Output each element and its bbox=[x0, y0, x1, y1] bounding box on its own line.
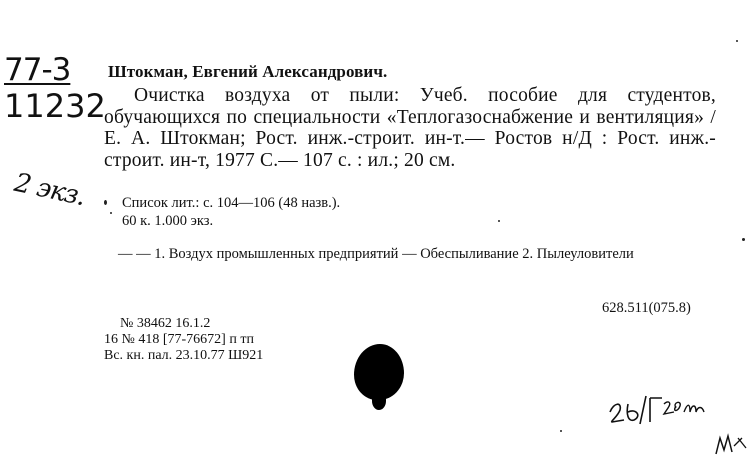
subject-headings: — — 1. Воздух промышленных предприятий — Обеспыливание 2. Пылеуловители bbox=[118, 246, 634, 262]
author-heading: Штокман, Евгений Александрович. bbox=[108, 62, 388, 81]
print-line-3: Вс. кн. пал. 23.10.77 Ш921 bbox=[104, 348, 264, 363]
print-line-1: № 38462 16.1.2 bbox=[120, 316, 211, 331]
speck bbox=[104, 200, 107, 205]
call-number bbox=[4, 52, 106, 125]
speck bbox=[498, 220, 500, 222]
notes-block bbox=[122, 194, 340, 230]
speck bbox=[110, 212, 112, 214]
speck bbox=[560, 430, 562, 432]
call-number-bottom: 11232 bbox=[4, 87, 106, 125]
classification-number: 628.511(075.8) bbox=[602, 300, 691, 316]
bibliography-note: Список лит.: с. 104—106 (48 назв.). bbox=[122, 195, 341, 211]
handwritten-signature bbox=[606, 382, 716, 428]
ink-blot-tail bbox=[372, 392, 386, 410]
handwritten-copies-note: 2 экз. bbox=[11, 167, 88, 213]
print-info bbox=[104, 316, 263, 364]
speck bbox=[742, 238, 745, 241]
print-line-2: 16 № 418 [77-76672] п тп bbox=[104, 332, 254, 347]
price-note: 60 к. 1.000 экз. bbox=[122, 213, 214, 229]
speck bbox=[736, 40, 738, 42]
corner-handwriting bbox=[712, 428, 750, 458]
call-number-top: 77-3 bbox=[4, 52, 71, 88]
bibliographic-description: Очистка воздуха от пыли: Учеб. пособие для студентов, обучающихся по специальности «Теплогазоснабжение и вентиляция» / Е. А. Штокман; Рост. инж.-строит. ин-т.— Ростов н/Д : Рост. инж.-строит. ин-т, 1977 С.— 107 с. : ил.; 20 см. bbox=[104, 85, 716, 171]
